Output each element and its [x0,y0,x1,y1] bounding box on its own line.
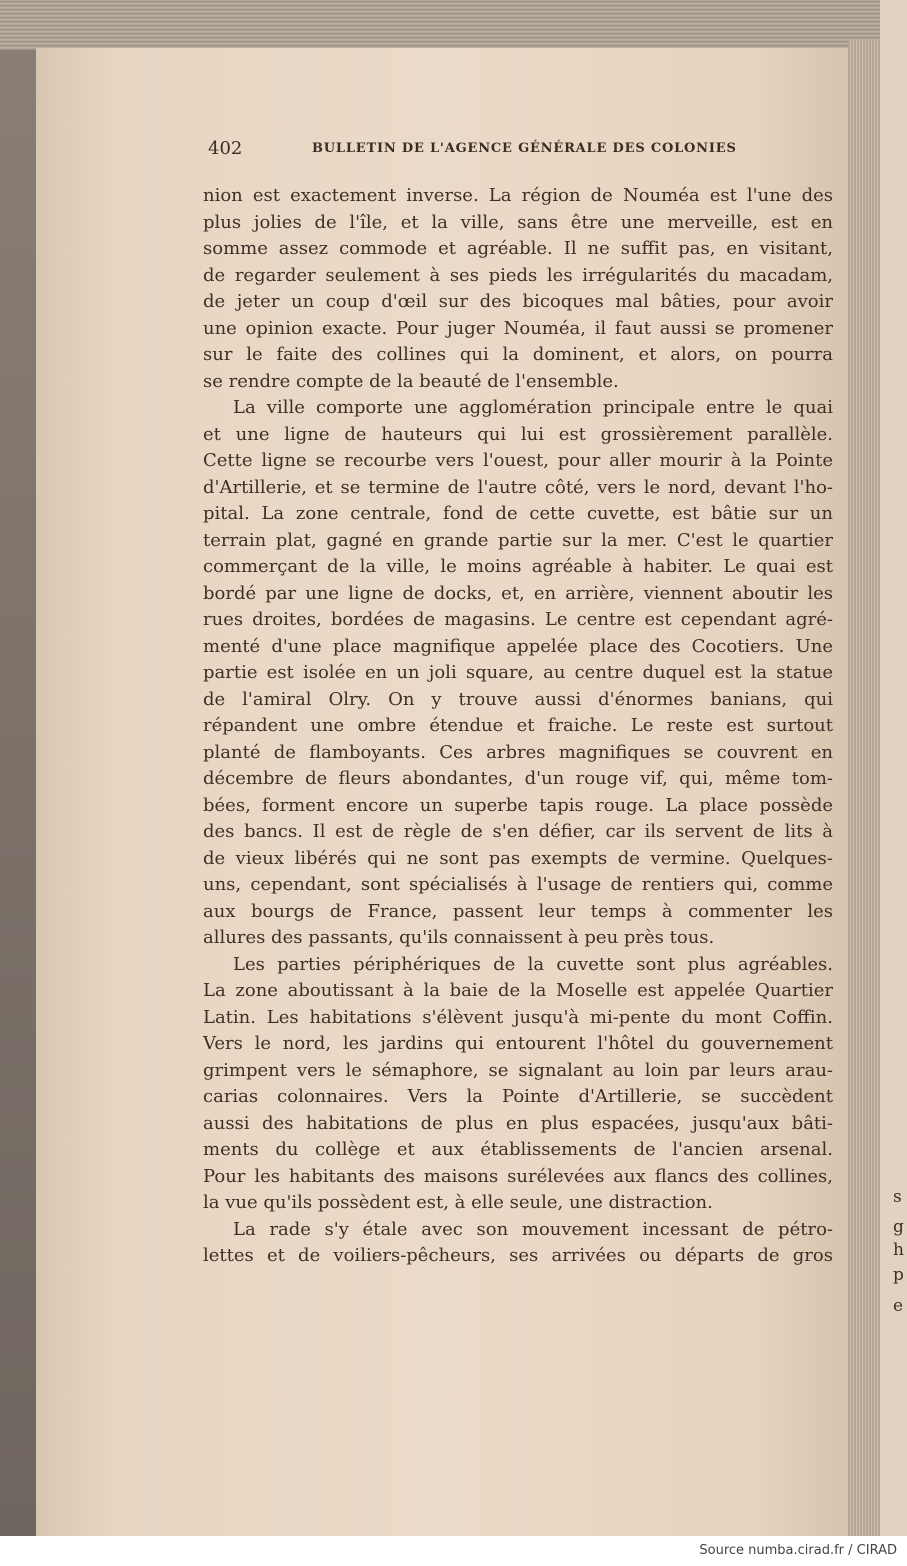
text-line: uns, cependant, sont spécialisés à l'usage de rentiers qui, comme [203,874,833,895]
text-line: sur le faite des collines qui la dominent, et alors, on pourra [203,344,833,365]
text-line: menté d'une place magnifique appelée place des Cocotiers. Une [203,635,833,657]
text-line: ments du collège et aux établissements de l'ancien arsenal. [203,1139,833,1160]
text-line: carias colonnaires. Vers la Pointe d'Artillerie, se succèdent [203,1086,833,1107]
text-line: lettes et de voiliers-pêcheurs, ses arrivées ou départs de gros [203,1245,833,1266]
text-line: une opinion exacte. Pour juger Nouméa, il faut aussi se promener [203,317,833,339]
next-page-fragment: p [893,1265,904,1285]
page-number: 402 [208,138,243,159]
text-line: nion est exactement inverse. La région de Nouméa est l'une des [203,185,833,206]
next-page-fragment: e [893,1296,904,1316]
text-line: bées, forment encore un superbe tapis rouge. La place possède [203,794,833,816]
text-line: Pour les habitants des maisons surélevées aux flancs des collines, [203,1165,833,1187]
paragraph [203,952,833,1217]
text-line: La ville comporte une agglomération principale entre le quai [233,397,833,418]
text-line: partie est isolée en un joli square, au centre duquel est la statue [203,662,833,683]
text-line: de vieux libérés qui ne sont pas exempts de vermine. Quelques- [203,847,833,869]
text-line: d'Artillerie, et se termine de l'autre côté, vers le nord, devant l'ho- [203,476,833,498]
text-line: bordé par une ligne de docks, et, en arrière, viennent aboutir les [203,582,833,604]
paragraph [203,395,833,952]
text-line: de l'amiral Olry. On y trouve aussi d'énormes banians, qui [203,688,833,710]
text-line: Latin. Les habitations s'élèvent jusqu'à mi-pente du mont Coffin. [203,1006,833,1028]
next-page-fragment: h [893,1240,904,1260]
text-line: La zone aboutissant à la baie de la Moselle est appelée Quartier [203,980,833,1001]
top-page-edges [0,0,880,50]
text-line: terrain plat, gagné en grande partie sur la mer. C'est le quartier [203,529,833,551]
text-line: aussi des habitations de plus en plus espacées, jusqu'aux bâti- [203,1112,833,1134]
text-line: plus jolies de l'île, et la ville, sans être une merveille, est en [203,211,833,233]
text-line: et une ligne de hauteurs qui lui est grossièrement parallèle. [203,423,833,445]
text-line: répandent une ombre étendue et fraiche. Le reste est surtout [203,715,833,736]
text-line: de regarder seulement à ses pieds les irrégularités du macadam, [203,264,833,286]
page-header [208,138,828,162]
next-page-fragment: g [893,1217,904,1237]
text-line: de jeter un coup d'œil sur des bicoques mal bâties, pour avoir [203,291,833,312]
text-line: rues droites, bordées de magasins. Le centre est cependant agré- [203,609,833,630]
text-line: commerçant de la ville, le moins agréable à habiter. Le quai est [203,556,833,577]
text-line: grimpent vers le sémaphore, se signalant au loin par leurs arau- [203,1059,833,1081]
text-line: décembre de fleurs abondantes, d'un rouge vif, qui, même tom- [203,768,833,789]
page-fore-edge [848,40,880,1536]
text-line: Cette ligne se recourbe vers l'ouest, pour aller mourir à la Pointe [203,450,833,471]
text-line: se rendre compte de la beauté de l'ensemble. [203,370,619,392]
running-title: BULLETIN DE L'AGENCE GÉNÉRALE DES COLONIES [312,141,737,156]
text-line: allures des passants, qu'ils connaissent à peu près tous. [203,927,715,948]
text-line: Vers le nord, les jardins qui entourent l'hôtel du gouvernement [203,1033,833,1054]
paragraph [203,1217,833,1270]
text-line: aux bourgs de France, passent leur temps à commenter les [203,900,833,922]
text-line: somme assez commode et agréable. Il ne suffit pas, en visitant, [203,238,833,259]
text-line: La rade s'y étale avec son mouvement incessant de pétro- [233,1218,833,1240]
text-line: des bancs. Il est de règle de s'en défier, car ils servent de lits à [203,821,833,842]
body-text [203,183,833,1270]
source-credit: Source numba.cirad.fr / CIRAD [699,1543,897,1558]
text-line: Les parties périphériques de la cuvette sont plus agréables. [233,953,833,975]
paragraph [203,183,833,395]
text-line: pital. La zone centrale, fond de cette cuvette, est bâtie sur un [203,503,833,524]
text-line: planté de flamboyants. Ces arbres magnifiques se couvrent en [203,741,833,763]
next-page-fragment: s [893,1187,902,1207]
text-line: la vue qu'ils possèdent est, à elle seule, une distraction. [203,1192,713,1213]
